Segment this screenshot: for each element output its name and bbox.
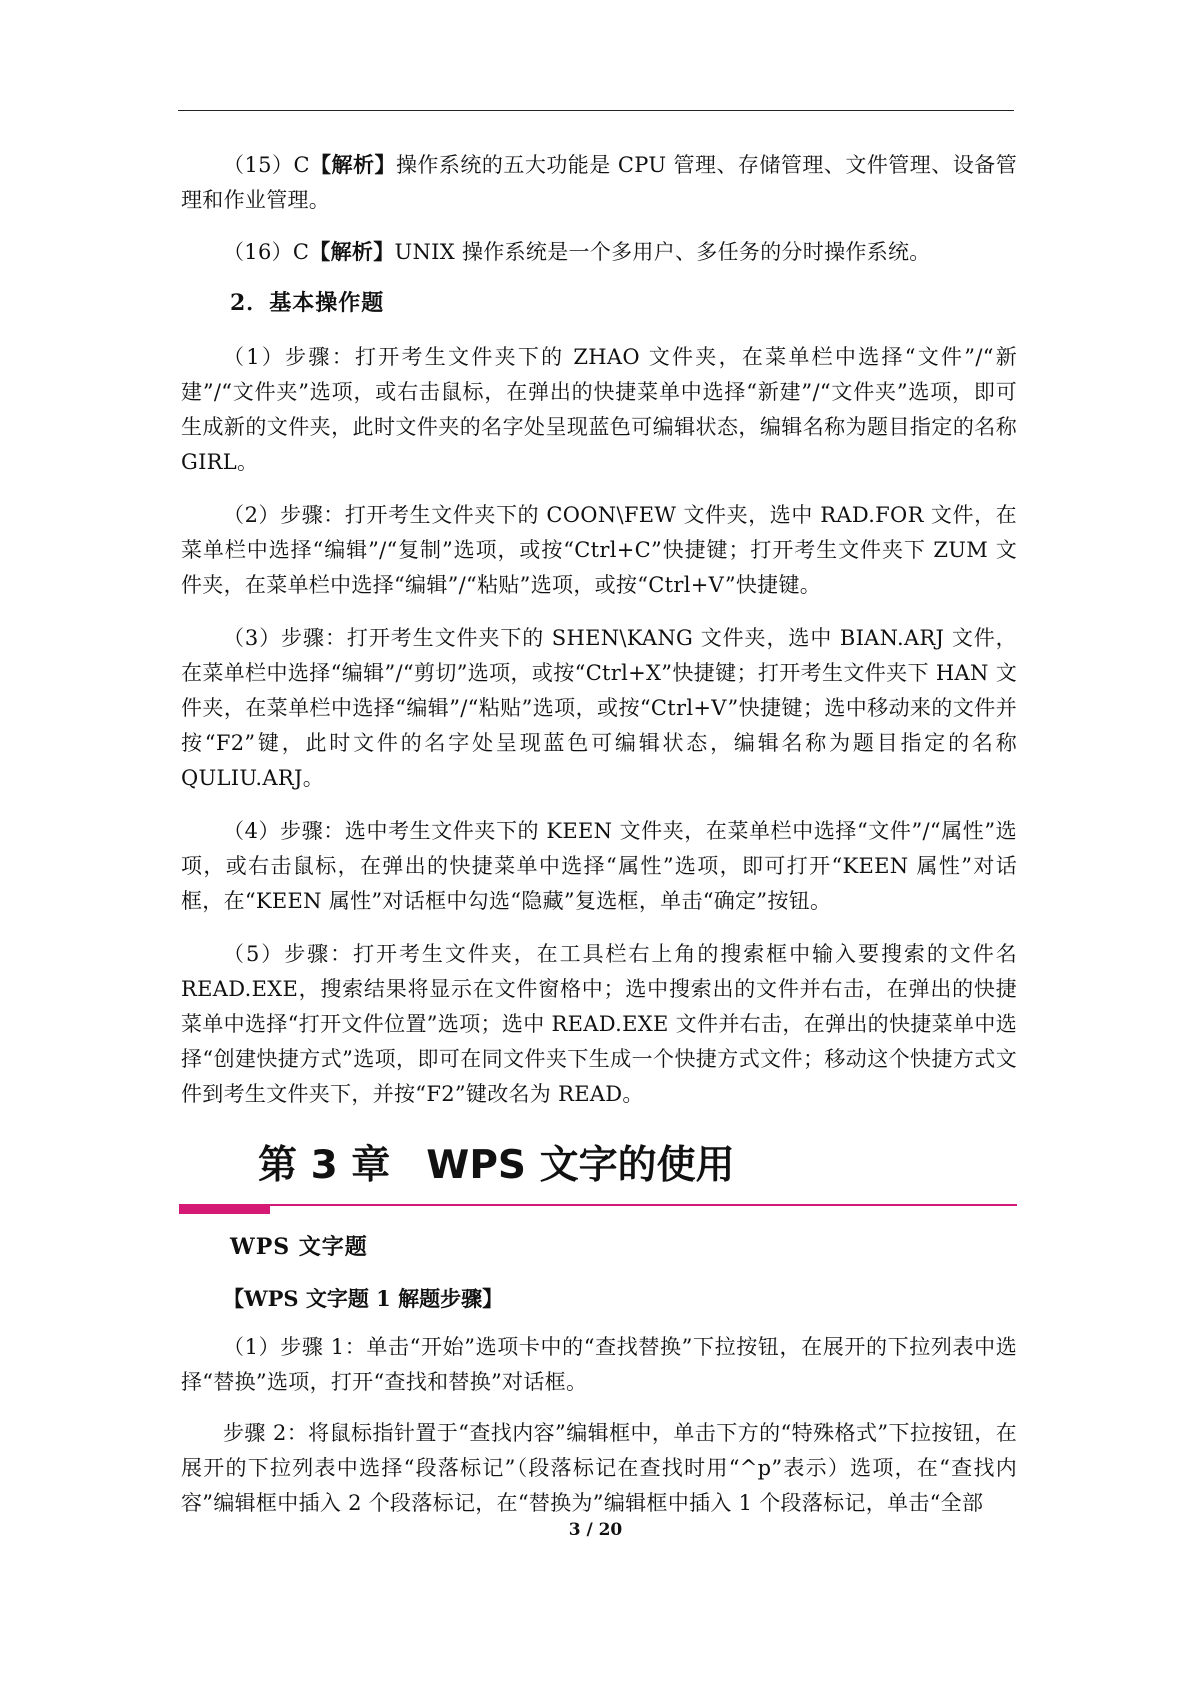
answer-15-prefix: （15）C <box>223 153 310 177</box>
chapter-body <box>181 1230 1017 1521</box>
answer-16-tag: 【解析】 <box>309 239 395 264</box>
answer-15 <box>181 147 1017 218</box>
chapter-accent-block <box>179 1204 270 1214</box>
chapter-title <box>258 1138 735 1194</box>
basic-step-4: （4）步骤：选中考生文件夹下的 KEEN 文件夹，在菜单栏中选择“文件”/“属性”选项，或右击鼠标，在弹出的快捷菜单中选择“属性”选项，即可打开“KEEN 属性”对话框，在“KEEN 属性”对话框中勾选“隐藏”复选框，单击“确定”按钮。 <box>181 819 1017 913</box>
basic-step-5: （5）步骤：打开考生文件夹，在工具栏右上角的搜索框中输入要搜索的文件名 READ.EXE，搜索结果将显示在文件窗格中；选中搜索出的文件并右击，在弹出的快捷菜单中选择“打开文件位置”选项；选中 READ.EXE 文件并右击，在弹出的快捷菜单中选择“创建快捷方式”选项，即可在同文件夹下生成一个快捷方式文件；移动这个快捷方式文件到考生文件夹下，并按“F2”键改名为 READ。 <box>181 942 1017 1106</box>
wps-step-2: 步骤 2：将鼠标指针置于“查找内容”编辑框中，单击下方的“特殊格式”下拉按钮，在展开的下拉列表中选择“段落标记”（段落标记在查找时用“^p”表示）选项，在“查找内容”编辑框中插入 2 个段落标记，在“替换为”编辑框中插入 1 个段落标记，单击“全部 <box>181 1421 1017 1515</box>
wps-step-1: （1）步骤 1：单击“开始”选项卡中的“查找替换”下拉按钮，在展开的下拉列表中选择“替换”选项，打开“查找和替换”对话框。 <box>181 1335 1017 1394</box>
wps-section-title: WPS 文字题 <box>230 1234 368 1260</box>
chapter-number: 第 3 章 <box>258 1143 391 1188</box>
page-content <box>181 147 1017 1539</box>
chapter-header <box>181 1138 1017 1248</box>
answer-16 <box>181 234 1017 270</box>
answer-16-text: UNIX 操作系统是一个多用户、多任务的分时操作系统。 <box>394 240 931 264</box>
basic-step-1: （1）步骤：打开考生文件夹下的 ZHAO 文件夹，在菜单栏中选择“文件”/“新建”/“文件夹”选项，或右击鼠标，在弹出的快捷菜单中选择“新建”/“文件夹”选项，即可生成新的文件夹，此时文件夹的名字处呈现蓝色可编辑状态，编辑名称为题目指定的名称 GIRL。 <box>181 345 1017 474</box>
basic-step-2: （2）步骤：打开考生文件夹下的 COON\FEW 文件夹，选中 RAD.FOR 文件，在菜单栏中选择“编辑”/“复制”选项，或按“Ctrl+C”快捷键；打开考生文件夹下 ZUM 文件夹，在菜单栏中选择“编辑”/“粘贴”选项，或按“Ctrl+V”快捷键。 <box>181 503 1017 597</box>
answer-15-text: 操作系统的五大功能是 CPU 管理、存储管理、文件管理、设备管理和作业管理。 <box>181 153 1017 212</box>
answer-15-tag: 【解析】 <box>309 152 396 177</box>
answer-16-prefix: （16）C <box>223 240 310 264</box>
chapter-rule <box>179 1204 1017 1206</box>
page-number: 3 / 20 <box>568 1520 623 1540</box>
header-rule <box>178 110 1014 111</box>
basic-step-3: （3）步骤：打开考生文件夹下的 SHEN\KANG 文件夹，选中 BIAN.ARJ 文件，在菜单栏中选择“编辑”/“剪切”选项，或按“Ctrl+X”快捷键；打开考生文件夹下 HAN 文件夹，在菜单栏中选择“编辑”/“粘贴”选项，或按“Ctrl+V”快捷键；选中移动来的文件并按“F2”键，此时文件的名字处呈现蓝色可编辑状态，编辑名称为题目指定的名称 QULIU.ARJ。 <box>181 626 1017 790</box>
chapter-name: WPS 文字的使用 <box>426 1143 735 1188</box>
section-basic-operations-heading: 2．基本操作题 <box>230 290 385 316</box>
wps-task-title: 【WPS 文字题 1 解题步骤】 <box>223 1286 504 1311</box>
